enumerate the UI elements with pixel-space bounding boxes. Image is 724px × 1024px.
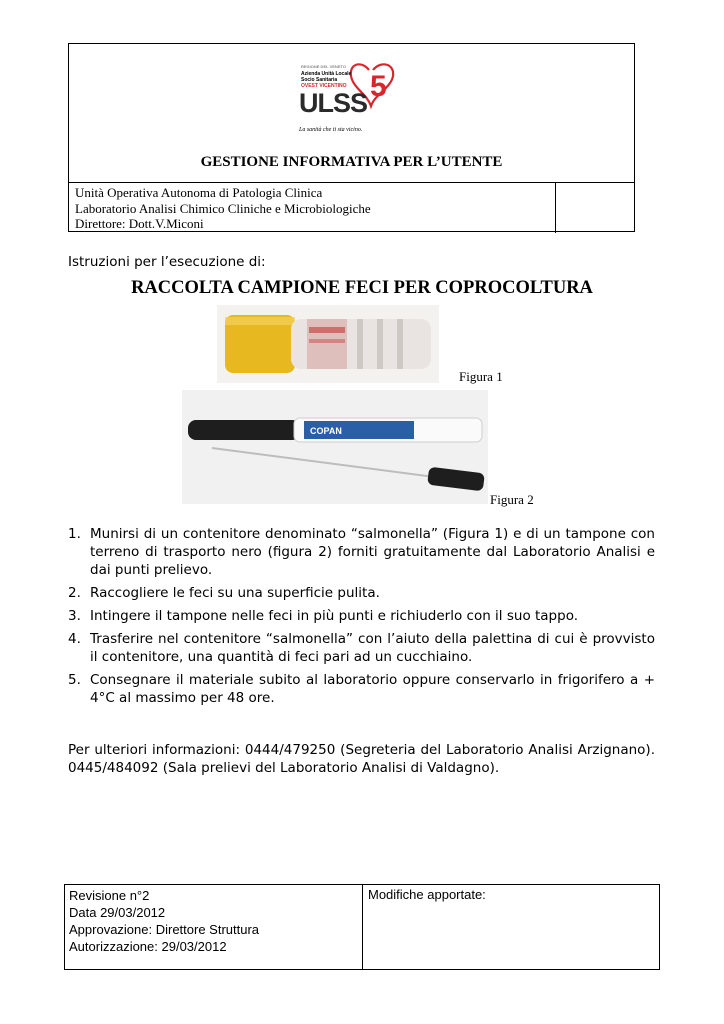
logo-tagline: La sanità che ti sta vicino. bbox=[299, 127, 363, 133]
list-item bbox=[68, 584, 655, 602]
header-title: GESTIONE INFORMATIVA PER L’UTENTE bbox=[200, 154, 503, 170]
instruction-steps bbox=[68, 525, 655, 712]
salmonella-container-image bbox=[217, 305, 439, 383]
step-text: Intingere il tampone nelle feci in più punti e richiuderlo con il suo tappo. bbox=[90, 608, 579, 624]
unit-empty-cell bbox=[555, 183, 636, 233]
unit-info bbox=[75, 185, 371, 232]
step-text: Raccogliere le feci su una superficie pulita. bbox=[90, 585, 380, 601]
step-number: 5. bbox=[68, 672, 81, 688]
swab-label: COPAN bbox=[310, 426, 342, 436]
list-item bbox=[68, 607, 655, 625]
logo-brand: ULSS bbox=[299, 88, 368, 118]
unit-line: Unità Operativa Autonoma di Patologia Clinica bbox=[75, 185, 323, 200]
revision-details bbox=[69, 887, 259, 955]
step-text: Munirsi di un contenitore denominato “salmonella” (Figura 1) e di un tampone con terreno di trasporto nero (figura 2) forniti gratuitamente dal Laboratorio Analisi e dai punti prelievo. bbox=[90, 526, 655, 578]
list-item bbox=[68, 525, 655, 579]
contact-info: Per ulteriori informazioni: 0444/479250 (Segreteria del Laboratorio Analisi Arzignano). 0445/484092 (Sala prelievi del Laboratorio Analisi di Valdagno). bbox=[68, 742, 655, 776]
changes-label: Modifiche apportate: bbox=[368, 887, 486, 902]
step-number: 1. bbox=[68, 526, 81, 542]
revision-date: Data 29/03/2012 bbox=[69, 905, 166, 920]
step-number: 3. bbox=[68, 608, 81, 624]
step-text: Trasferire nel contenitore “salmonella” con l’aiuto della palettina di cui è provvisto il contenitore, una quantità di feci pari ad un cucchiaino. bbox=[90, 631, 655, 665]
revision-authorization: Autorizzazione: 29/03/2012 bbox=[69, 939, 227, 954]
revision-approval: Approvazione: Direttore Struttura bbox=[69, 922, 260, 937]
main-title: RACCOLTA CAMPIONE FECI PER COPROCOLTURA bbox=[131, 278, 593, 298]
step-number: 4. bbox=[68, 631, 81, 647]
logo-number: 5 bbox=[370, 70, 387, 103]
unit-info-row bbox=[69, 182, 634, 233]
revision-footer bbox=[64, 884, 660, 970]
logo-region: REGIONE DEL VENETO bbox=[301, 64, 346, 69]
intro-text: Istruzioni per l’esecuzione di: bbox=[68, 254, 266, 270]
logo-line1: Azienda Unità Locale bbox=[301, 71, 352, 77]
list-item bbox=[68, 671, 655, 707]
unit-line: Laboratorio Analisi Chimico Cliniche e Microbiologiche bbox=[75, 200, 371, 216]
logo-line2: Socio Sanitaria bbox=[301, 77, 338, 83]
revision-number: Revisione n°2 bbox=[69, 888, 150, 903]
figure-1-caption: Figura 1 bbox=[459, 369, 503, 384]
unit-line: Direttore: Dott.V.Miconi bbox=[75, 216, 204, 231]
step-text: Consegnare il materiale subito al laboratorio oppure conservarlo in frigorifero a + 4°C al massimo per 48 ore. bbox=[90, 672, 655, 706]
swab-image bbox=[182, 390, 488, 504]
figure-2-caption: Figura 2 bbox=[490, 492, 534, 507]
document-header bbox=[68, 43, 635, 232]
footer-divider bbox=[362, 885, 363, 969]
logo-line3: OVEST VICENTINO bbox=[301, 83, 347, 89]
list-item bbox=[68, 630, 655, 666]
step-number: 2. bbox=[68, 585, 81, 601]
